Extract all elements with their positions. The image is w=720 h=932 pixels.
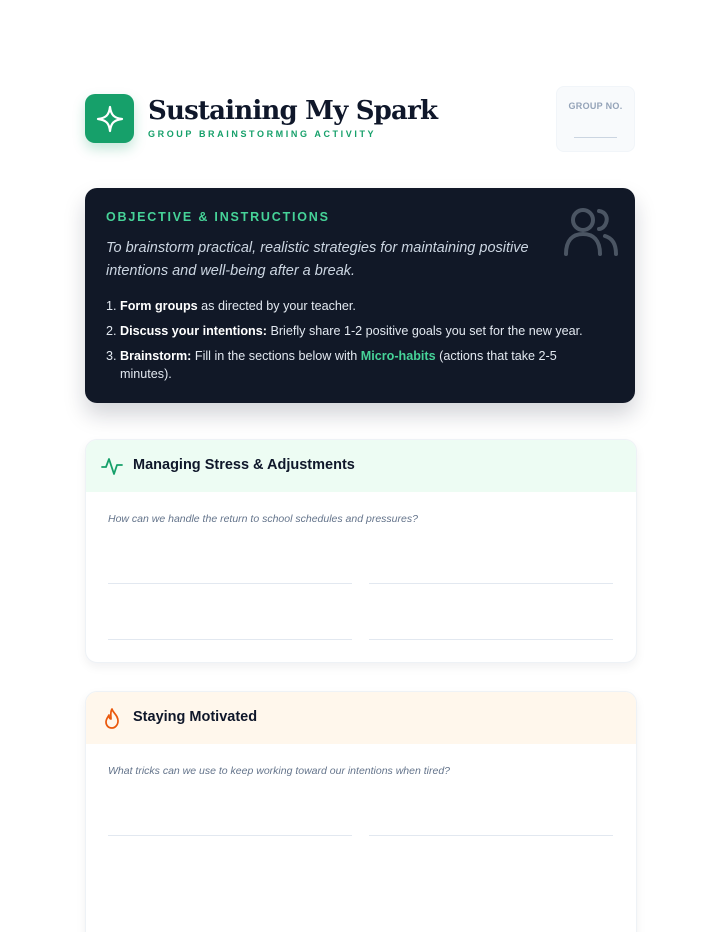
- instruction-list: [106, 297, 611, 390]
- group-number-label: GROUP NO.: [568, 101, 623, 111]
- section-prompt: How can we handle the return to school schedules and pressures?: [108, 513, 418, 525]
- instruction-step: 2. Discuss your intentions: Briefly share 1-2 positive goals you set for the new year.: [106, 324, 583, 338]
- answer-line[interactable]: [108, 835, 352, 836]
- answer-line[interactable]: [108, 639, 352, 640]
- objective-card: [85, 188, 635, 403]
- section-header: [86, 692, 636, 744]
- section-title: Staying Motivated: [133, 709, 258, 725]
- objective-heading: OBJECTIVE & INSTRUCTIONS: [106, 210, 330, 224]
- answer-line[interactable]: [369, 835, 613, 836]
- page-subtitle: GROUP BRAINSTORMING ACTIVITY: [148, 129, 377, 139]
- answer-line[interactable]: [108, 583, 352, 584]
- answer-line[interactable]: [369, 639, 613, 640]
- section-prompt: What tricks can we use to keep working toward our intentions when tired?: [108, 765, 451, 777]
- activity-pulse-icon: [101, 455, 123, 482]
- section-card-stress: [85, 439, 637, 663]
- micro-habits-highlight: Micro-habits: [360, 349, 436, 363]
- sparkle-icon: [85, 94, 134, 143]
- group-number-line: [574, 137, 617, 138]
- page-title: Sustaining My Spark: [148, 96, 438, 126]
- section-title: Managing Stress & Adjustments: [133, 457, 355, 473]
- instruction-step: 3. Brainstorm: Fill in the sections below with Micro-habits (actions that take 2-5 minutes).: [106, 349, 557, 381]
- page-header: [85, 86, 635, 156]
- section-header: [86, 440, 636, 492]
- answer-line[interactable]: [369, 583, 613, 584]
- group-number-box[interactable]: [556, 86, 635, 152]
- objective-lead: To brainstorm practical, realistic strategies for maintaining positive intentions and well-being after a break.: [106, 240, 529, 279]
- flame-icon: [101, 707, 123, 734]
- section-card-motivation: [85, 691, 637, 932]
- instruction-step: 1. Form groups as directed by your teacher.: [106, 299, 356, 313]
